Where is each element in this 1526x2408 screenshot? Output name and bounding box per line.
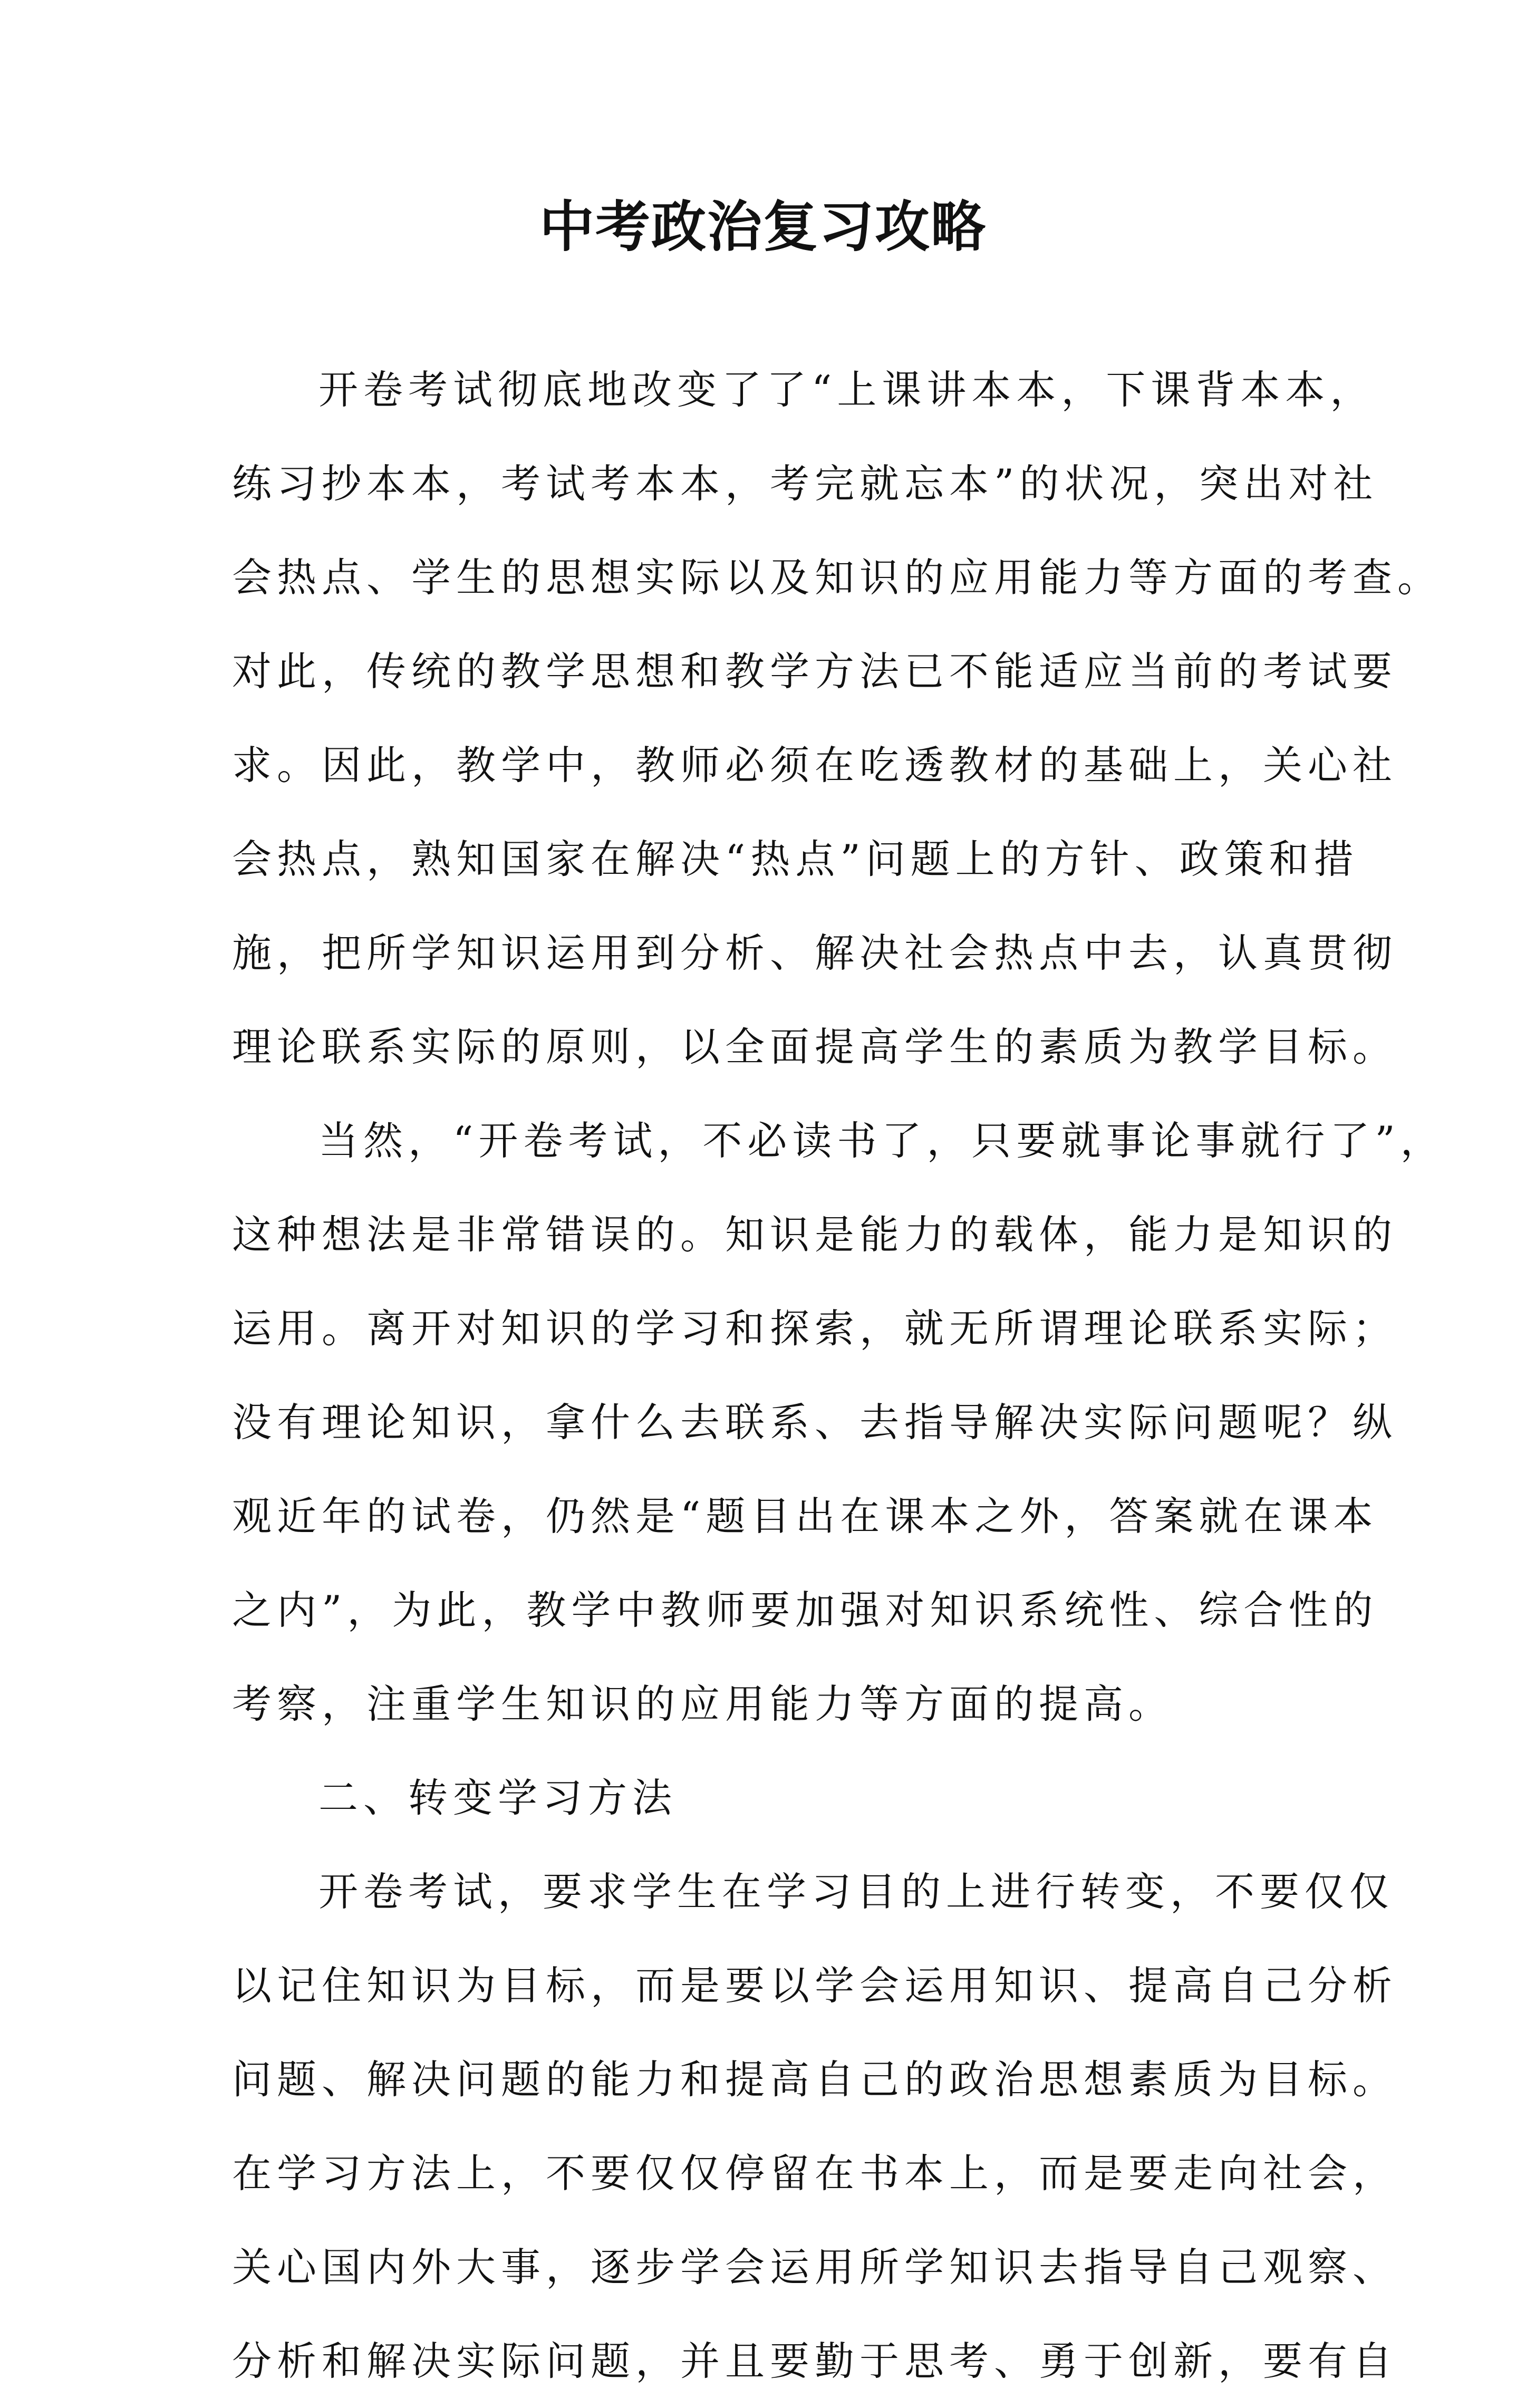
text-line: 观近年的试卷，仍然是“题目出在课本之外，答案就在课本 (232, 1493, 1378, 1539)
text-line: 开卷考试彻底地改变了了“上课讲本本，下课背本本， (318, 367, 1375, 413)
text-line: 以记住知识为目标，而是要以学会运用知识、提高自己分析 (232, 1962, 1398, 2009)
text-line: 对此，传统的教学思想和教学方法已不能适应当前的考试要 (232, 648, 1398, 695)
text-line: 分析和解决实际问题，并且要勤于思考、勇于创新，要有自 (232, 2338, 1398, 2384)
text-line: 求。因此，教学中，教师必须在吃透教材的基础上，关心社 (232, 742, 1398, 788)
text-line: 运用。离开对知识的学习和探索，就无所谓理论联系实际； (232, 1305, 1398, 1352)
text-line: 问题、解决问题的能力和提高自己的政治思想素质为目标。 (232, 2056, 1398, 2103)
text-line: 之内”，为此，教学中教师要加强对知识系统性、综合性的 (232, 1587, 1378, 1633)
text-line: 会热点，熟知国家在解决“热点”问题上的方针、政策和措 (232, 836, 1359, 882)
text-line: 练习抄本本，考试考本本，考完就忘本”的状况，突出对社 (232, 460, 1378, 507)
text-line: 关心国内外大事，逐步学会运用所学知识去指导自己观察、 (232, 2244, 1398, 2290)
text-line: 理论联系实际的原则，以全面提高学生的素质为教学目标。 (232, 1024, 1398, 1070)
text-line: 当然，“开卷考试，不必读书了，只要就事论事就行了”， (318, 1118, 1445, 1164)
document-title: 中考政治复习攻略 (539, 194, 987, 259)
text-line: 会热点、学生的思想实际以及知识的应用能力等方面的考查。 (232, 554, 1443, 601)
text-line: 在学习方法上，不要仅仅停留在书本上，而是要走向社会， (232, 2150, 1398, 2197)
text-line: 施，把所学知识运用到分析、解决社会热点中去，认真贯彻 (232, 930, 1398, 976)
document-body (232, 343, 1445, 2408)
text-line: 没有理论知识，拿什么去联系、去指导解决实际问题呢？纵 (232, 1399, 1398, 1446)
section-heading: 二、转变学习方法 (318, 1775, 678, 1821)
text-line: 这种想法是非常错误的。知识是能力的载体，能力是知识的 (232, 1211, 1398, 1258)
text-line: 开卷考试，要求学生在学习目的上进行转变，不要仅仅 (318, 1868, 1395, 1915)
text-line: 考察，注重学生知识的应用能力等方面的提高。 (232, 1681, 1174, 1727)
